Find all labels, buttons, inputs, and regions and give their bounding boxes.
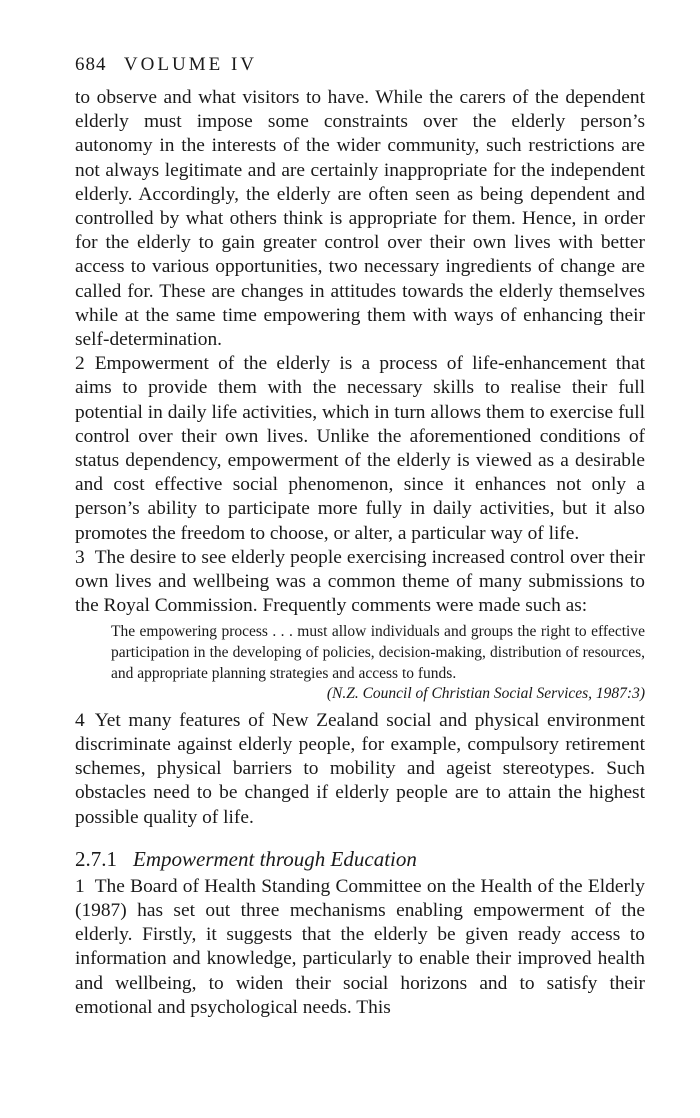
section-paragraph-1 <box>75 875 645 1020</box>
paragraph-text: The Board of Health Standing Committee on the Health of the Elderly (1987) has set out three mechanisms enabling empowerment of the elderly. Firstly, it suggests that the elderly be given ready access to information and knowledge, particularly to enable their improved health and wellbeing, to widen their social horizons and to satisfy their emotional and psychological needs. This <box>75 875 645 1018</box>
section-heading <box>75 845 645 873</box>
paragraph-number: 2 <box>75 353 85 375</box>
volume-label: VOLUME IV <box>123 54 257 75</box>
paragraph-4 <box>75 709 645 830</box>
document-page <box>75 52 645 1020</box>
paragraph-continued: to observe and what visitors to have. While the carers of the dependent elderly must impose some constraints over the elderly person’s autonomy in the interests of the wider community, such restrictions are not always legitimate and are certainly inappropriate for the independent elderly. Accordingly, the elderly are often seen as being dependent and controlled by what others think is appropriate for them. Hence, in order for the elderly to gain greater control over their own lives with better access to various opportunities, two necessary ingredients of change are called for. These are changes in attitudes towards the elderly themselves while at the same time empowering them with ways of enhancing their self-determination. <box>75 87 645 351</box>
paragraph-3 <box>75 546 645 619</box>
page-number: 684 <box>75 54 107 75</box>
quote-citation: (N.Z. Council of Christian Social Services, 1987:3) <box>326 685 645 703</box>
paragraph-number: 1 <box>75 875 85 897</box>
quote-text: The empowering process . . . must allow individuals and groups the right to effective participation in the developing of policies, decision-making, distribution of resources, and appropriate planning strategies and access to funds. <box>111 623 645 682</box>
block-quote <box>111 622 645 704</box>
section-title: Empowerment through Education <box>133 846 417 871</box>
paragraph-text: Yet many features of New Zealand social and physical environment discriminate against elderly people, for example, compulsory retirement schemes, physical barriers to mobility and ageist stereotypes. Such obstacles need to be changed if elderly people are to attain the highest possible quality of life. <box>75 709 645 828</box>
paragraph-number: 3 <box>75 546 85 568</box>
section-number: 2.7.1 <box>75 846 117 871</box>
paragraph-text: The desire to see elderly people exercising increased control over their own lives and wellbeing was a common theme of many submissions to the Royal Commission. Frequently comments were made such as: <box>75 546 645 617</box>
paragraph-text: Empowerment of the elderly is a process of life-enhancement that aims to provide them with the necessary skills to realise their full potential in daily life activities, which in turn allows them to exercise full control over their own lives. Unlike the aforementioned conditions of status dependency, empowerment of the elderly is viewed as a desirable and cost effective social phenomenon, since it enhances not only a person’s ability to participate more fully in daily activities, but it also promotes the freedom to choose, or alter, a particular way of life. <box>75 353 645 544</box>
paragraph-2 <box>75 352 645 546</box>
running-head <box>75 52 645 78</box>
paragraph-number: 4 <box>75 709 85 731</box>
